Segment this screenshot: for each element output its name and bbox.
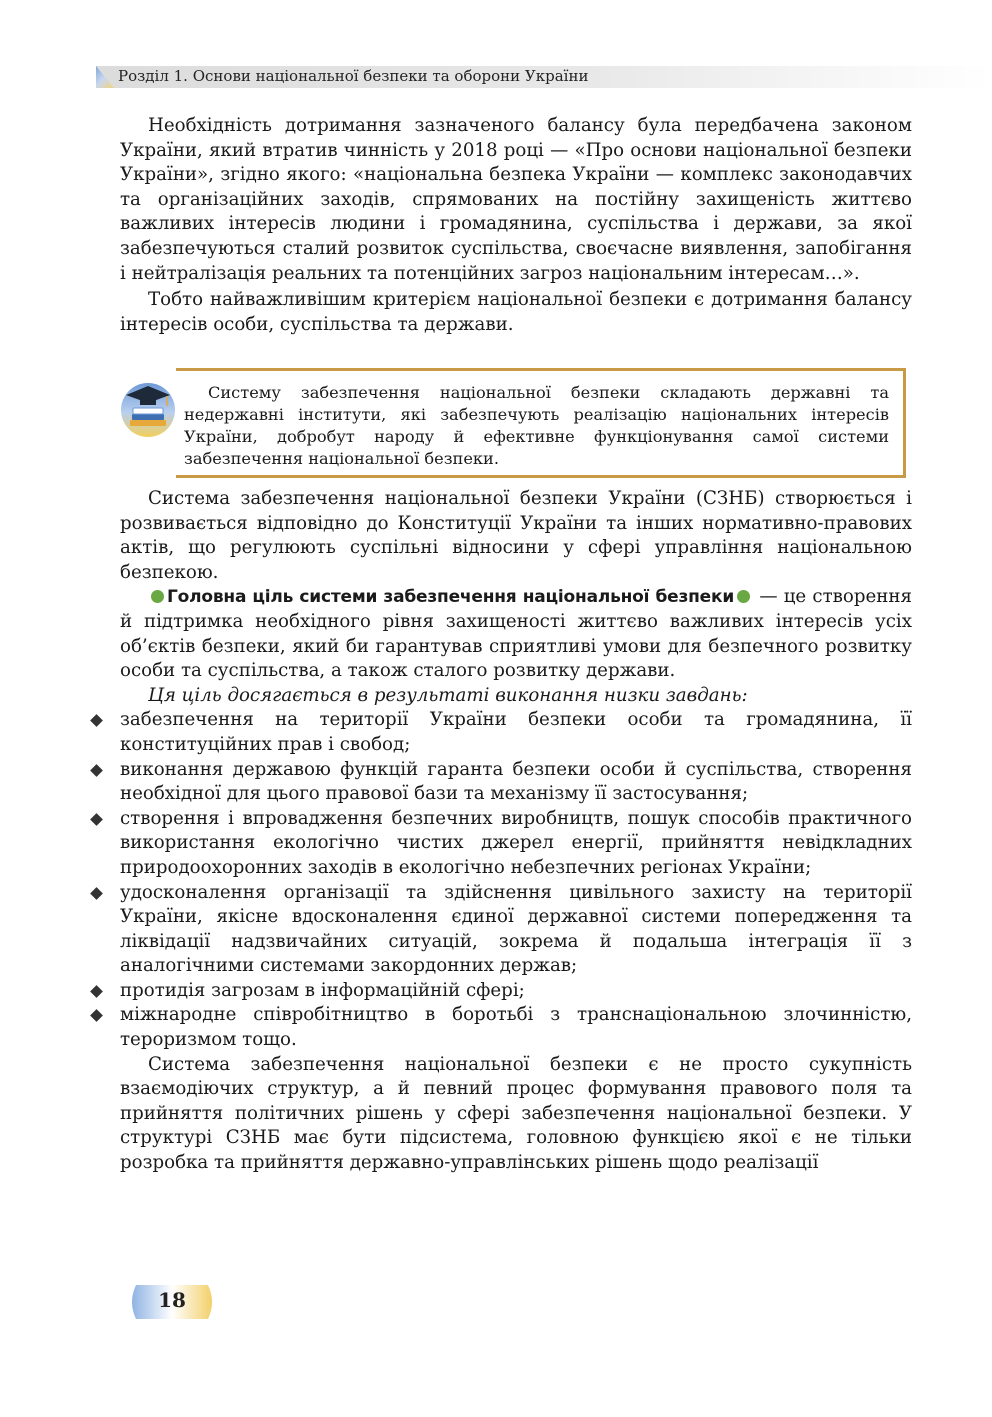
list-item: створення і впровадження безпечних виробництв, пошук способів практичного використання екологічно чистих джерел енергії, прийняття невідкладних природоохоронних заходів в екологічно небезпечних регіонах України; [92,807,912,881]
definition-note-box [176,368,906,478]
graduation-cap-books-icon [118,376,178,440]
definition-paragraph [120,585,912,683]
key-term: Головна ціль системи забезпечення національної безпеки [167,587,735,608]
diamond-bullet-icon [90,887,103,900]
tasks-lead-in: Ця ціль досягається в результаті виконання низки завдань: [148,684,748,706]
list-item: міжнародне співробітництво в боротьбі з транснаціональною злочинністю, тероризмом тощо. [92,1003,912,1052]
tasks-list [120,708,912,1052]
paragraph: Система забезпечення національної безпеки є не просто сукупність взаємодіючих структур, а й певний процес формування правового поля та прийняття політичних рішень у сфері забезпечення національної безпеки. У структурі СЗНБ має бути підсистема, головною функцією якої є не тільки розробка та прийняття державно-управлінських рішень щодо реалізації [120,1053,912,1174]
diamond-bullet-icon [90,1010,103,1023]
diamond-bullet-icon [90,714,103,727]
green-dot-icon [151,590,164,603]
intro-text [120,114,912,337]
diamond-bullet-icon [90,764,103,777]
list-item: удосконалення організації та здійснення цивільного захисту на території України, якісне вдосконалення єдиної державної системи попередження та ліквідації надзвичайних ситуацій, зокрема й подальша інтеграція її з аналогічними системами закордонних держав; [92,881,912,979]
definition-text: — це створення й підтримка необхідного рівня захищеності життєво важливих інтересів усіх об’єктів безпеки, який би гарантував сприятливі умови для безпечного розвитку особи та суспільства, а також сталого розвитку держави. [120,586,912,682]
paragraph: Система забезпечення національної безпеки України (СЗНБ) створюється і розвивається відповідно до Конституції України та інших нормативно-правових актів, що регулюють суспільні відносини у сфері управління національною безпекою. [120,488,912,583]
page-number: 18 [158,1288,186,1312]
note-text: Систему забезпечення національної безпеки складають державні та недержавні інститути, які забезпечують реалізацію національних інтересів України, добробут народу й ефективне функціонування самої системи забезпечення національної безпеки. [184,383,889,468]
paragraph: Тобто найважливішим критерієм національної безпеки є дотримання балансу інтересів особи, суспільства та держави. [120,289,912,335]
list-item: протидія загрозам в інформаційній сфері; [92,979,912,1004]
list-item: забезпечення на території України безпеки особи та громадянина, її конституційних прав і свобод; [92,708,912,757]
main-text [120,487,912,1176]
diamond-bullet-icon [90,985,103,998]
paragraph: Необхідність дотримання зазначеного балансу була передбачена законом України, який втратив чинність у 2018 році — «Про основи національної безпеки України», згідно якого: «національна безпека України — комплекс законодавчих та організаційних заходів, спрямованих на постійну захищеність життєво важливих інтересів людини і громадянина, суспільства і держави, за якої забезпечуються сталий розвиток суспільства, своєчасне виявлення, запобігання і нейтралізація реальних та потенційних загроз національним інтересам…». [120,115,912,284]
diamond-bullet-icon [90,813,103,826]
chapter-title: Розділ 1. Основи національної безпеки та оборони України [118,67,589,85]
green-dot-icon [737,590,750,603]
list-item: виконання державою функцій гаранта безпеки особи й суспільства, створення необхідної для цього правової бази та механізму її застосування; [92,758,912,807]
